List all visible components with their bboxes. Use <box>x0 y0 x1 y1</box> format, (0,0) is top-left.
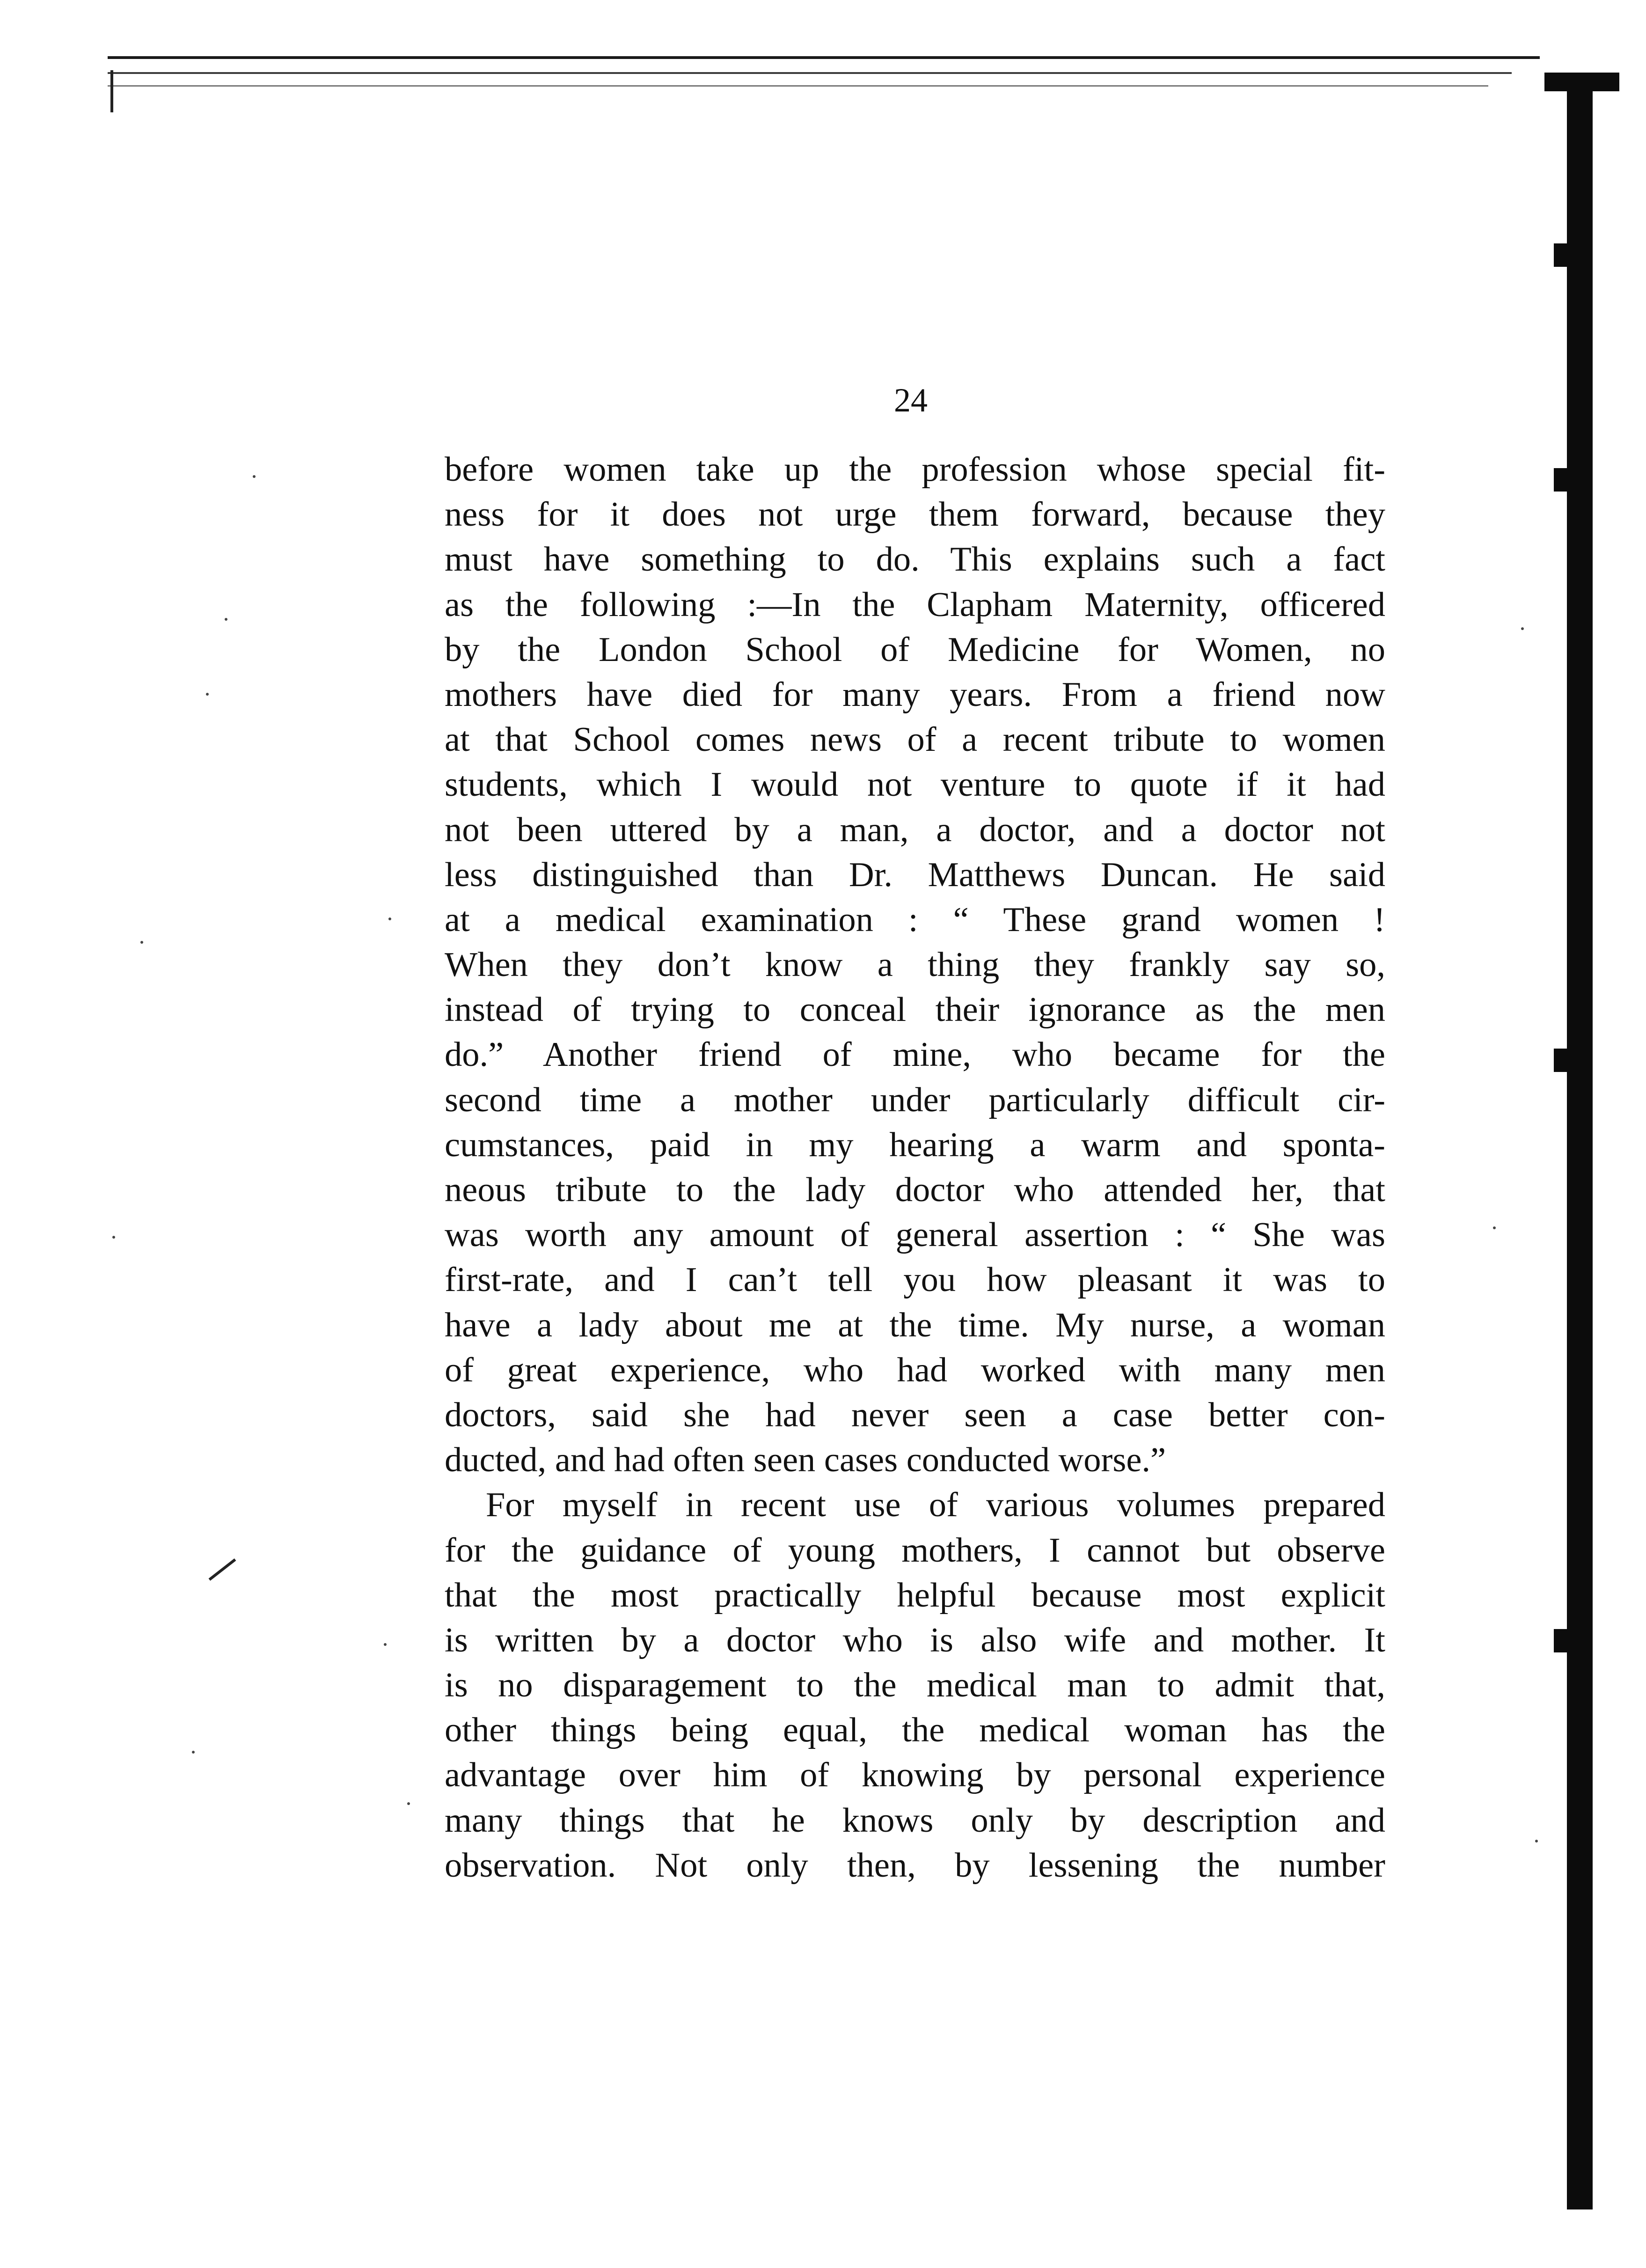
text-line: observation. Not only then, by lessening the number <box>445 1846 1385 1885</box>
text-line: many things that he knows only by description and <box>445 1801 1385 1840</box>
text-line: When they don’t know a thing they frankly say so, <box>445 946 1385 984</box>
page-number: 24 <box>894 382 928 419</box>
text-line: first-rate, and I can’t tell you how pleasant it was to <box>445 1261 1385 1299</box>
text-line: is no disparagement to the medical man to admit that, <box>445 1666 1385 1705</box>
scan-speck <box>140 941 143 944</box>
text-line: for the guidance of young mothers, I cannot but observe <box>445 1531 1385 1570</box>
text-line: doctors, said she had never seen a case better con- <box>445 1395 1385 1434</box>
text-line: at a medical examination : “ These grand women ! <box>445 900 1385 939</box>
text-line: neous tribute to the lady doctor who attended her, that <box>445 1171 1385 1209</box>
scan-speck <box>1535 1840 1538 1842</box>
text-line: of great experience, who had worked with many men <box>445 1351 1385 1389</box>
text-line: ducted, and had often seen cases conducted worse.” <box>445 1441 1166 1480</box>
scan-speck <box>112 1236 115 1239</box>
text-line: before women take up the profession whose special fit- <box>445 450 1385 489</box>
text-line: was worth any amount of general assertion : “ She was <box>445 1216 1385 1255</box>
binding-notch <box>1554 243 1570 267</box>
scan-speck <box>225 618 227 621</box>
scan-speck <box>206 693 209 696</box>
scan-speck <box>388 917 391 920</box>
text-line: students, which I would not venture to quote if it had <box>445 765 1385 804</box>
margin-pen-mark <box>209 1558 236 1581</box>
scan-line <box>108 72 1512 74</box>
binding-notch <box>1554 1049 1570 1072</box>
scan-line <box>108 56 1540 59</box>
text-line: have a lady about me at the time. My nurse, a woman <box>445 1306 1385 1344</box>
text-line: must have something to do. This explains such a fact <box>445 540 1385 579</box>
scan-speck <box>253 475 256 478</box>
text-line: second time a mother under particularly difficult cir- <box>445 1080 1385 1119</box>
paragraph <box>445 447 1385 1483</box>
text-line: For myself in recent use of various volumes prepared <box>486 1486 1385 1525</box>
text-line: mothers have died for many years. From a friend now <box>445 675 1385 714</box>
scan-speck <box>1521 627 1524 630</box>
text-line: by the London School of Medicine for Women, no <box>445 630 1385 669</box>
text-line: other things being equal, the medical woman has the <box>445 1711 1385 1750</box>
text-line: ness for it does not urge them forward, because they <box>445 495 1385 534</box>
text-line: not been uttered by a man, a doctor, and a doctor not <box>445 810 1385 849</box>
text-line: as the following :—In the Clapham Maternity, officered <box>445 585 1385 624</box>
text-line: is written by a doctor who is also wife and mother. It <box>445 1621 1385 1659</box>
text-line: do.” Another friend of mine, who became for the <box>445 1035 1385 1074</box>
scan-speck <box>192 1751 195 1754</box>
page-body-text <box>445 447 1385 1888</box>
scan-speck <box>1493 1226 1496 1229</box>
text-line: cumstances, paid in my hearing a warm and sponta- <box>445 1125 1385 1164</box>
text-line: at that School comes news of a recent tribute to women <box>445 720 1385 759</box>
text-line: instead of trying to conceal their ignorance as the men <box>445 991 1385 1029</box>
scan-border-lines <box>108 56 1540 103</box>
binding-notch <box>1554 468 1570 492</box>
binding-notch <box>1554 1629 1570 1652</box>
text-line: that the most practically helpful because most explicit <box>445 1576 1385 1615</box>
binding-edge <box>1567 75 1593 2209</box>
scan-speck <box>407 1802 410 1805</box>
scan-tick-mark <box>110 70 113 112</box>
text-line: advantage over him of knowing by personal experience <box>445 1756 1385 1795</box>
scan-speck <box>384 1643 387 1646</box>
paragraph <box>445 1483 1385 1888</box>
scan-line <box>108 85 1488 87</box>
text-line: less distinguished than Dr. Matthews Duncan. He said <box>445 855 1385 894</box>
